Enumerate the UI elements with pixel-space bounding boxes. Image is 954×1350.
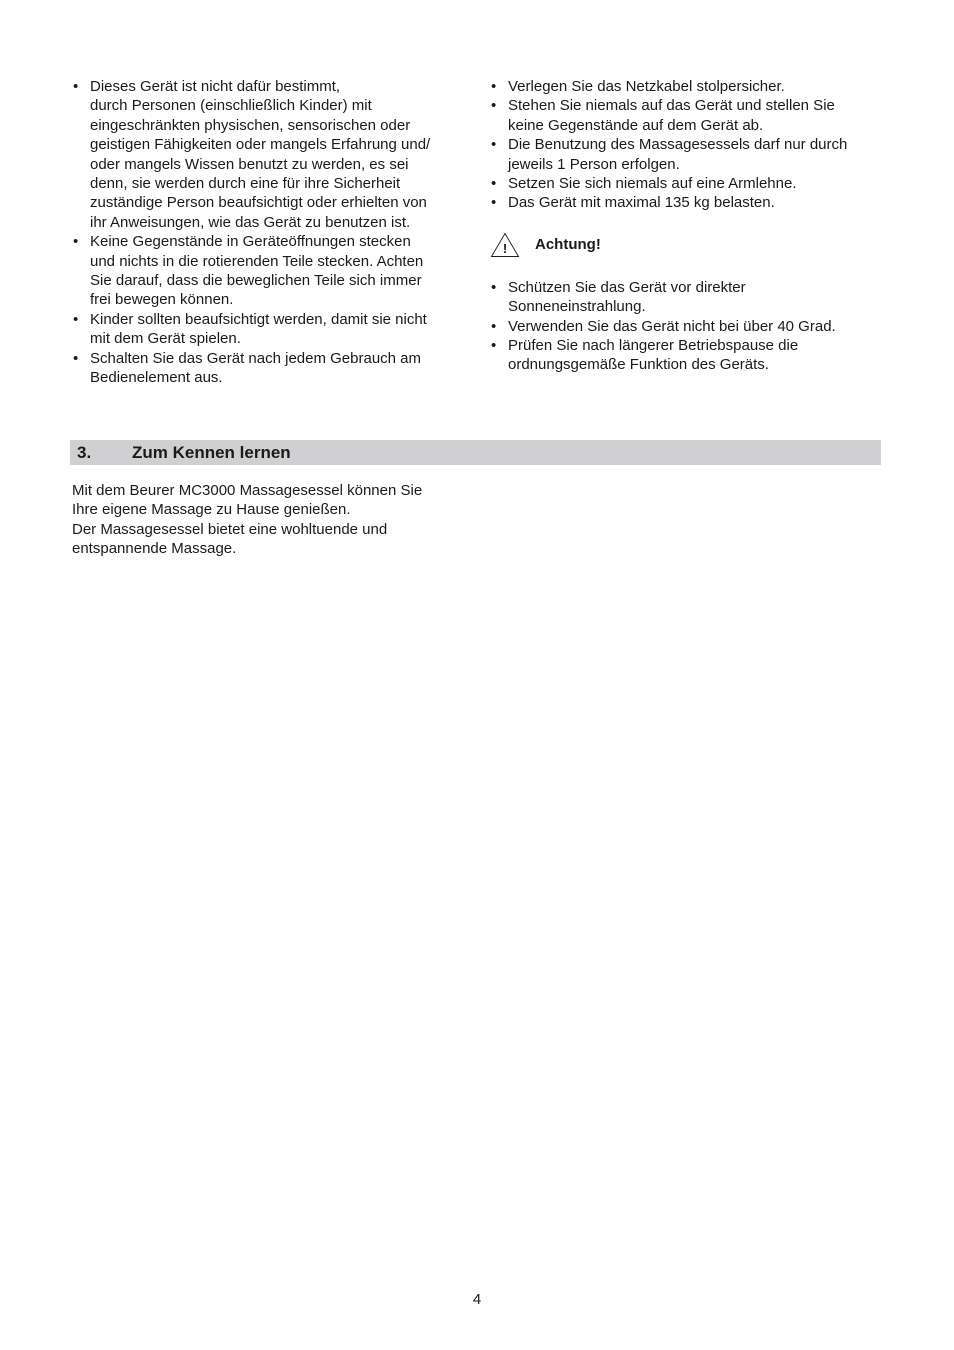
list-item-line: • Dieses Gerät ist nicht dafür bestimmt,	[90, 78, 341, 95]
list-item	[72, 232, 467, 310]
intro-line: Mit dem Beurer MC3000 Massagesessel können Sie	[72, 482, 423, 499]
list-item	[490, 193, 885, 212]
list-item	[490, 278, 885, 317]
list-item-line: Sonneneinstrahlung.	[508, 298, 646, 316]
safety-list-right	[490, 77, 885, 213]
warning-notice	[490, 231, 885, 259]
list-item-line: oder mangels Wissen benutzt zu werden, es sei	[90, 155, 409, 173]
list-item-line: Sie darauf, dass die beweglichen Teile sich immer	[90, 272, 422, 290]
list-item	[72, 77, 467, 232]
section-title: Zum Kennen lernen	[132, 442, 291, 462]
warning-label: Achtung!	[535, 236, 601, 254]
warning-triangle-icon	[490, 232, 520, 258]
list-item-line: durch Personen (einschließlich Kinder) mit	[90, 97, 372, 115]
intro-line: Ihre eigene Massage zu Hause genießen.	[72, 501, 351, 519]
list-item-line: und nichts in die rotierenden Teile stecken. Achten	[90, 252, 424, 270]
list-item-line: • Prüfen Sie nach längerer Betriebspause die	[508, 337, 799, 355]
list-item-line: geistigen Fähigkeiten oder mangels Erfahrung und/	[90, 136, 431, 154]
list-item-line: • Schalten Sie das Gerät nach jedem Gebrauch am	[90, 349, 422, 367]
list-item-line: frei bewegen können.	[90, 291, 234, 309]
list-item	[490, 174, 885, 193]
intro-paragraph	[72, 481, 472, 559]
list-item-line: • Schützen Sie das Gerät vor direkter	[508, 278, 746, 296]
section-number: 3.	[77, 442, 92, 462]
list-item-line: • Stehen Sie niemals auf das Gerät und stellen Sie	[508, 97, 835, 115]
list-item-line: denn, sie werden durch eine für ihre Sicherheit	[90, 175, 401, 193]
intro-line: entspannende Massage.	[72, 540, 237, 558]
list-item-line: ordnungsgemäße Funktion des Geräts.	[508, 356, 769, 374]
list-item	[72, 310, 467, 349]
page-number: 4	[472, 1291, 482, 1308]
section-heading	[70, 440, 881, 465]
list-item	[490, 336, 885, 375]
list-item-line: Bedienelement aus.	[90, 369, 223, 387]
safety-list-left	[72, 77, 467, 388]
list-item	[490, 96, 885, 135]
list-item	[490, 77, 885, 96]
list-item-line: • Die Benutzung des Massagesessels darf nur durch	[508, 136, 848, 154]
list-item-line: zuständige Person beaufsichtigt oder erhielten von	[90, 194, 427, 212]
list-item	[72, 349, 467, 388]
right-column	[490, 77, 885, 375]
list-item-line: • Verlegen Sie das Netzkabel stolpersicher.	[508, 78, 785, 95]
left-column	[72, 77, 467, 388]
list-item	[490, 135, 885, 174]
intro-line: Der Massagesessel bietet eine wohltuende und	[72, 520, 388, 538]
list-item-line: • Kinder sollten beaufsichtigt werden, damit sie nicht	[90, 310, 427, 328]
list-item-line: • Setzen Sie sich niemals auf eine Armlehne.	[508, 175, 797, 193]
list-item-line: ihr Anweisungen, wie das Gerät zu benutzen ist.	[90, 213, 411, 231]
caution-list	[490, 278, 885, 375]
list-item-line: jeweils 1 Person erfolgen.	[508, 155, 680, 173]
list-item-line: keine Gegenstände auf dem Gerät ab.	[508, 116, 764, 134]
list-item-line: • Das Gerät mit maximal 135 kg belasten.	[508, 194, 775, 212]
list-item	[490, 317, 885, 336]
list-item-line: • Verwenden Sie das Gerät nicht bei über 40 Grad.	[508, 317, 836, 335]
list-item-line: • Keine Gegenstände in Geräteöffnungen stecken	[90, 233, 411, 251]
list-item-line: eingeschränkten physischen, sensorischen oder	[90, 116, 411, 134]
svg-text:!: !	[502, 240, 508, 256]
list-item-line: mit dem Gerät spielen.	[90, 330, 241, 348]
